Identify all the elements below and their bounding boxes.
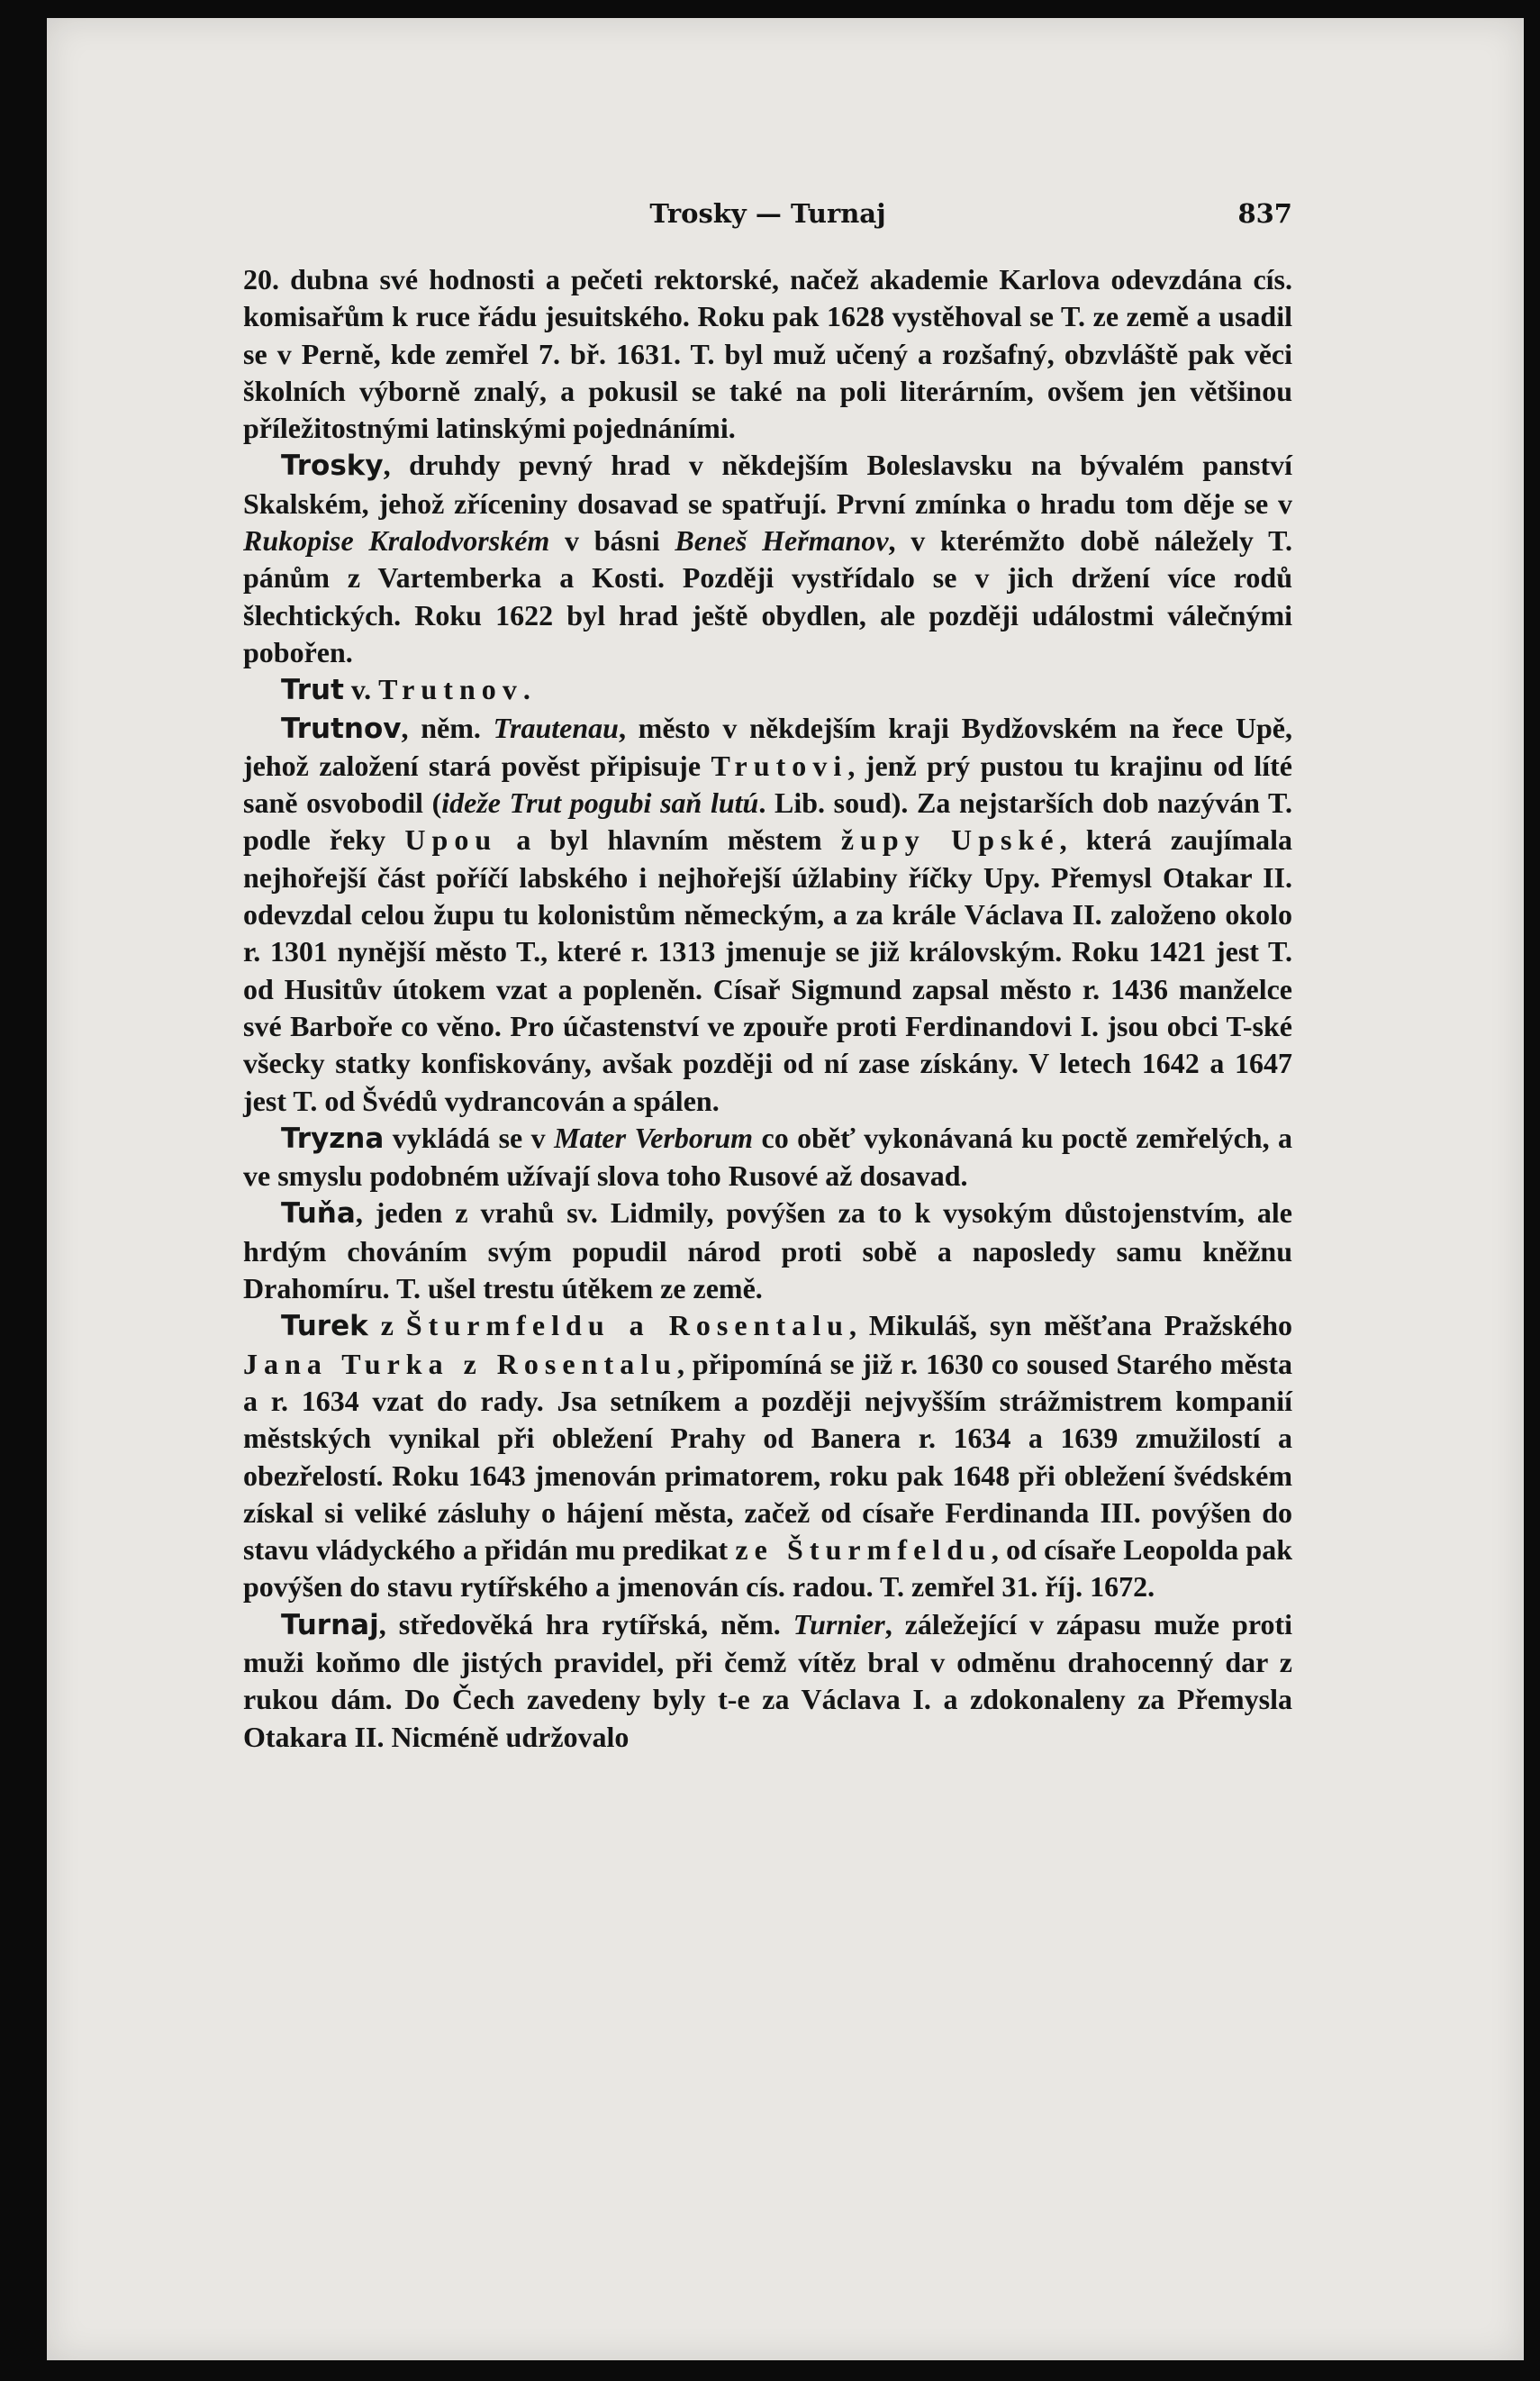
entry-continuation-text-0: 20. dubna své hodnosti a pečeti rektorské, načež akademie Karlova odevzdána cís. komisařům k ruce řádu jesuitského. Roku pak 1628 vystěhoval se T. ze země a usadil se v Perně, kde zemřel 7. bř. 1631. T. byl muž učený a rozšafný, obzvláště pak věci školních výborně znalý, a pokusil se také na poli literárním, ovšem jen většinou příležitostnými latinskými pojednáními. (243, 263, 1292, 445)
entry-trut-headword-0: Trut (281, 674, 344, 707)
entry-trutnov-italic-text-6: ideže Trut pogubi saň lutú (441, 786, 759, 820)
entry-trutnov-spaced-text-10: župy Upské (840, 823, 1060, 857)
running-title: Trosky — Turnaj (649, 198, 886, 229)
entry-trosky (243, 447, 1292, 671)
entry-tuna-text-1: , jeden z vrahů sv. Lidmily, povýšen za to k vysokým důstojenstvím, ale hrdým chováním svým popudil národ proti sobě a naposledy samu kněžnu Drahomíru. T. ušel trestu útěkem ze země. (243, 1196, 1292, 1305)
entry-turek-headword-0: Turek (281, 1310, 368, 1343)
entry-tryzna-text-1: vykládá se v (384, 1121, 555, 1154)
entry-turek-spaced-text-6: ze Šturmfeldu (735, 1533, 992, 1567)
entry-tryzna-headword-0: Tryzna (281, 1122, 385, 1155)
entry-turnaj-text-3: , záležející v zápasu muže proti muži koňmo dle jistých pravidel, při čemž vítěz bral v odměnu drahocenný dar z rukou dám. Do Čech zavedeny byly t-e za Václava I. a zdokonaleny za Přemysla Otakara II. Nicméně udržovalo (243, 1607, 1293, 1753)
entry-tryzna-italic-text-2: Mater Verborum (554, 1121, 754, 1154)
entry-trutnov-headword-0: Trutnov (281, 712, 402, 745)
entry-trosky-text-3: v básni (549, 524, 675, 558)
entry-trutnov-text-11: , která zaujímala nejhořejší část poříčí labského i nejhořejší úžlabiny říčky Upy. Přemysl Otakar II. odevzdal celou župu tu kolonistům německým, a za krále Václava II. založeno okolo r. 1301 nynější město T., které r. 1313 jmenuje se již královským. Roku 1421 jest T. od Husitův útokem vzat a popleněn. Císař Sigmund zapsal město r. 1436 manželce své Barboře co věno. Pro účastenství ve zpouře proti Ferdinandovi I. jsou obci T-ské všecky statky konfiskovány, avšak později od ní zase získány. V letech 1642 a 1647 jest T. od Švédů vydrancován a spálen. (243, 823, 1293, 1117)
entry-trut-spaced-text-2: Trutnov (378, 673, 523, 706)
entry-tuna (243, 1195, 1292, 1307)
entry-trut-text-3: . (522, 673, 530, 706)
entry-tuna-headword-0: Tuňa (281, 1197, 356, 1231)
entry-trosky-headword-0: Trosky (281, 450, 384, 483)
entry-trosky-italic-text-4: Beneš Heřmanov (675, 524, 889, 558)
entry-turek-text-1: z (367, 1309, 406, 1342)
entry-trutnov (243, 710, 1292, 1120)
entry-turnaj-text-1: , středověká hra rytířská, něm. (378, 1607, 793, 1640)
entry-turek-spaced-text-4: Jana Turka z Rosentalu (243, 1347, 677, 1380)
entry-turek (243, 1307, 1292, 1605)
entry-trut-text-1: v. (343, 673, 379, 706)
entry-trutnov-text-5: , jenž prý pustou tu krajinu od líté saně osvobodil ( (243, 749, 1293, 820)
dictionary-text-column (243, 261, 1292, 1756)
entry-trutnov-spaced-text-4: Trutovi (711, 749, 848, 782)
entry-tryzna-text-3: co oběť vykonávaná ku poctě zemřelých, a ve smyslu podobném užívají slova toho Rusové až dosavad. (243, 1121, 1293, 1193)
entry-turnaj (243, 1606, 1292, 1756)
page-number: 837 (1237, 198, 1292, 229)
running-header (243, 198, 1292, 234)
entry-trosky-italic-text-2: Rukopise Kralodvorském (243, 524, 550, 558)
entry-trut (243, 671, 1292, 709)
entry-turek-text-7: , od císaře Leopolda pak povýšen do stavu rytířského a jmenován cís. radou. T. zemřel 31. říj. 1672. (243, 1533, 1293, 1604)
entry-turek-spaced-text-2: Šturmfeldu a Rosentalu (405, 1309, 849, 1342)
entry-turek-text-5: , připomíná se již r. 1630 co soused Starého města a r. 1634 vzat do rady. Jsa setníkem a později nejvyšším strážmistrem kompanií městských vynikal při obležení Prahy od Banera r. 1634 a 1639 zmužilostí a obezřelostí. Roku 1643 jmenován primatorem, roku pak 1648 při obležení švédském získal si veliké zásluhy o hájení města, začež od císaře Ferdinanda III. povýšen do stavu vládyckého a přidán mu predikat (243, 1347, 1292, 1567)
entry-trutnov-text-7: . Lib. soud). Za nejstarších dob nazýván T. podle řeky (243, 786, 1292, 857)
entry-trutnov-text-1: , něm. (401, 711, 494, 744)
entry-turek-text-3: , Mikuláš, syn měšťana Pražského (848, 1309, 1292, 1342)
entry-continuation (243, 261, 1292, 447)
entry-turnaj-headword-0: Turnaj (281, 1608, 379, 1641)
entry-tryzna (243, 1120, 1292, 1195)
book-page (47, 18, 1524, 2360)
entry-trutnov-text-9: a byl hlavním městem (497, 823, 841, 857)
entry-turnaj-italic-text-2: Turnier (793, 1607, 885, 1640)
entry-trutnov-spaced-text-8: Upou (404, 823, 498, 857)
entry-trutnov-italic-text-2: Trautenau (493, 711, 619, 744)
entry-trosky-text-1: , druhdy pevný hrad v někdejším Boleslavsku na bývalém panství Skalském, jehož zříceniny dosavad se spatřují. První zmínka o hradu tom děje se v (243, 449, 1292, 520)
entry-trosky-text-5: , v kterémžto době náležely T. pánům z Vartemberka a Kosti. Později vystřídalo se v jich držení více rodů šlechtických. Roku 1622 byl hrad ještě obydlen, ale později událostmi válečnými pobořen. (243, 524, 1293, 668)
entry-trutnov-text-3: , město v někdejším kraji Bydžovském na řece Upě, jehož založení stará pověst připisuje (243, 711, 1293, 782)
